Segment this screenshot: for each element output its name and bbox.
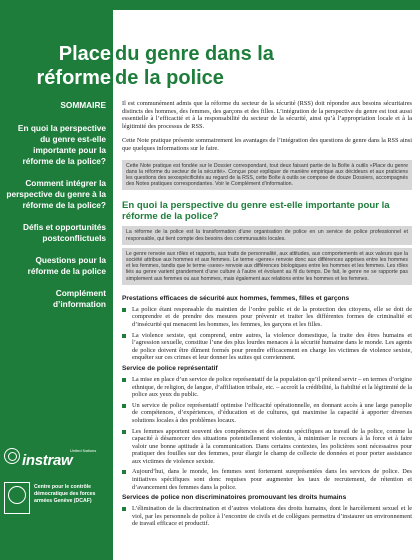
subheading-non-discriminatory: Services de police non discriminatoires promouvant les droits humains <box>122 494 347 502</box>
toc-item-integration[interactable]: Comment intégrer la perspective du genre à la réforme de la police? <box>6 178 106 210</box>
un-label: United Nations <box>70 448 97 453</box>
dcaf-logo <box>4 482 30 514</box>
list-item: Les femmes apportent souvent des compétences et des atouts spécifiques au travail de la police, comme la capacité à désamorcer des situations potentiellement violentes, à minimiser le recours à la force et à faire valoir une bonne aptitude à la communication. Dans certains contextes, les policières sont nécessaires pour pratiquer des fouilles sur des femmes, pour élargir le champ de collecte de données et pour porter assistance aux victimes de violence sexiste. <box>122 428 412 466</box>
dcaf-seal-icon <box>8 486 26 504</box>
definition-gender: Le genre renvoie aux rôles et rapports, aux traits de personnalité, aux attitudes, aux comportements et aux valeurs que la société attribue aux hommes et aux femmes. Le terme «genre» renvoie donc aux différences apprises entre les hommes et les femmes, tandis que le terme «sexe» renvoie aux différences biologiques entre les hommes et les femmes. Les rôles liés au genre varient grandement d’une culture à l’autre et évoluent au fil du temps. De fait, le genre ne se rapporte pas simplement aux femmes ou aux hommes, mais également aux relations entre les hommes et les femmes. <box>122 248 412 285</box>
main-content <box>122 100 412 531</box>
toc-item-more-info[interactable]: Complément d’information <box>52 288 106 309</box>
section-heading-importance: En quoi la perspective du genre est-elle importante pour la réforme de la police? <box>122 200 390 223</box>
toc-heading: SOMMAIRE <box>60 100 106 110</box>
title-line2-white: réforme <box>36 67 111 89</box>
list-item: La violence sexiste, qui comprend, entre autres, la violence domestique, la traite des êtres humains et l’agression sexuelle, constitue l’une des plus lourdes menaces à la sécurité humaine dans le monde. Les agents de police doivent être dûment formés pour prendre efficacement en charge les victimes de violence sexiste, enquêter sur ces crimes et leur donner les suites qui conviennent. <box>122 332 412 362</box>
toc-item-importance[interactable]: En quoi la perspective du genre est-elle importante pour la réforme de la police? <box>17 123 106 166</box>
toolkit-note-box: Cette Note pratique est fondée sur le Dossier correspondant, tout deux faisant partie de la Boîte à outils «Place du genre dans la réforme du secteur de la sécurité». Conçue pour expliquer de manière empirique aux décideurs et aux praticiens les questions des sexospécificités au regard de la RSS, cette Boîte à outils se compose de douze Dossiers, accompagnés des Notes pratiques correspondantes. Voir le Complément d’information. <box>122 160 412 191</box>
title-line1-green: du genre dans la <box>115 43 274 65</box>
title-line1-white: Place <box>58 43 111 65</box>
list-item: L’élimination de la discrimination et d’autres violations des droits humains, dont le harcèlement sexuel et le viol, par les personnels de police à l’encontre de civils et de collègues permettra d’instaurer un environnement de travail efficace et productif. <box>122 505 412 528</box>
list-representative-police <box>122 376 412 491</box>
list-item: Aujourd’hui, dans le monde, les femmes sont fortement sureprésentées dans les services de police. Des initiatives spécifiques sont donc requises pour augmenter les taux de recrutement, de rétention et d’avancement des femmes dans la police. <box>122 468 412 491</box>
un-globe-icon <box>4 448 20 464</box>
list-item: Un service de police représentatif optimise l’efficacité opérationnelle, en donnant accès à une large panoplie de compétences, d’expériences, d’éducation et de cultures, qui maximise la capacité à apporter diverses solutions locales à des problèmes locaux. <box>122 402 412 425</box>
subheading-effective-security: Prestations efficaces de sécurité aux hommes, femmes, filles et garçons <box>122 294 350 302</box>
top-bar <box>0 0 420 10</box>
toc-item-post-conflict[interactable]: Défis et opportunités postconflictuels <box>23 222 106 243</box>
dcaf-name: Centre pour le contrôle démocratique des forces armées Genève (DCAF) <box>34 484 96 504</box>
list-item: La police étant responsable du maintien de l’ordre public et de la protection des citoyens, elle se doit de comprendre et de prendre des mesures pour prévenir et traiter les différentes formes de criminalité et d’insécurité qui menacent les hommes, les femmes, les garçons et les filles. <box>122 306 412 329</box>
intro-paragraph-2: Cette Note pratique présente sommairement les avantages de l’intégration des questions de genre dans la RSS ainsi que quelques informations sur le faire. <box>122 137 412 152</box>
subheading-representative-police: Service de police représentatif <box>122 364 218 372</box>
list-effective-security <box>122 306 412 362</box>
intro-paragraph-1: Il est communément admis que la réforme du secteur de la sécurité (RSS) doit répondre aux besoins sécuritaires distincts des hommes, des femmes, des garçons et des filles. L’intégration de la perspective du genre est tout aussi essentielle à l’efficacité et à la responsabilité du secteur de la sécurité, ainsi qu’à l’appropriation locale et à la légitimité des processus de RSS. <box>122 100 412 130</box>
toc-item-questions[interactable]: Questions pour la réforme de la police <box>27 255 106 276</box>
title-line2-green: de la police <box>115 67 224 89</box>
list-non-discriminatory <box>122 505 412 528</box>
list-item: La mise en place d’un service de police représentatif de la population qu’il prétend servir – en termes d’origine ethnique, de religion, de langue, d’affiliation tribale, etc. – accroît la crédibilité, la fiabilité et la légitimité de la police aux yeux du public. <box>122 376 412 399</box>
instraw-logo: instraw <box>22 452 73 469</box>
table-of-contents <box>6 100 106 321</box>
definition-police-reform: La réforme de la police est la transformation d’une organisation de police en un service de police professionnel et responsable, qui tient compte des besoins des communautés locales. <box>122 226 412 244</box>
